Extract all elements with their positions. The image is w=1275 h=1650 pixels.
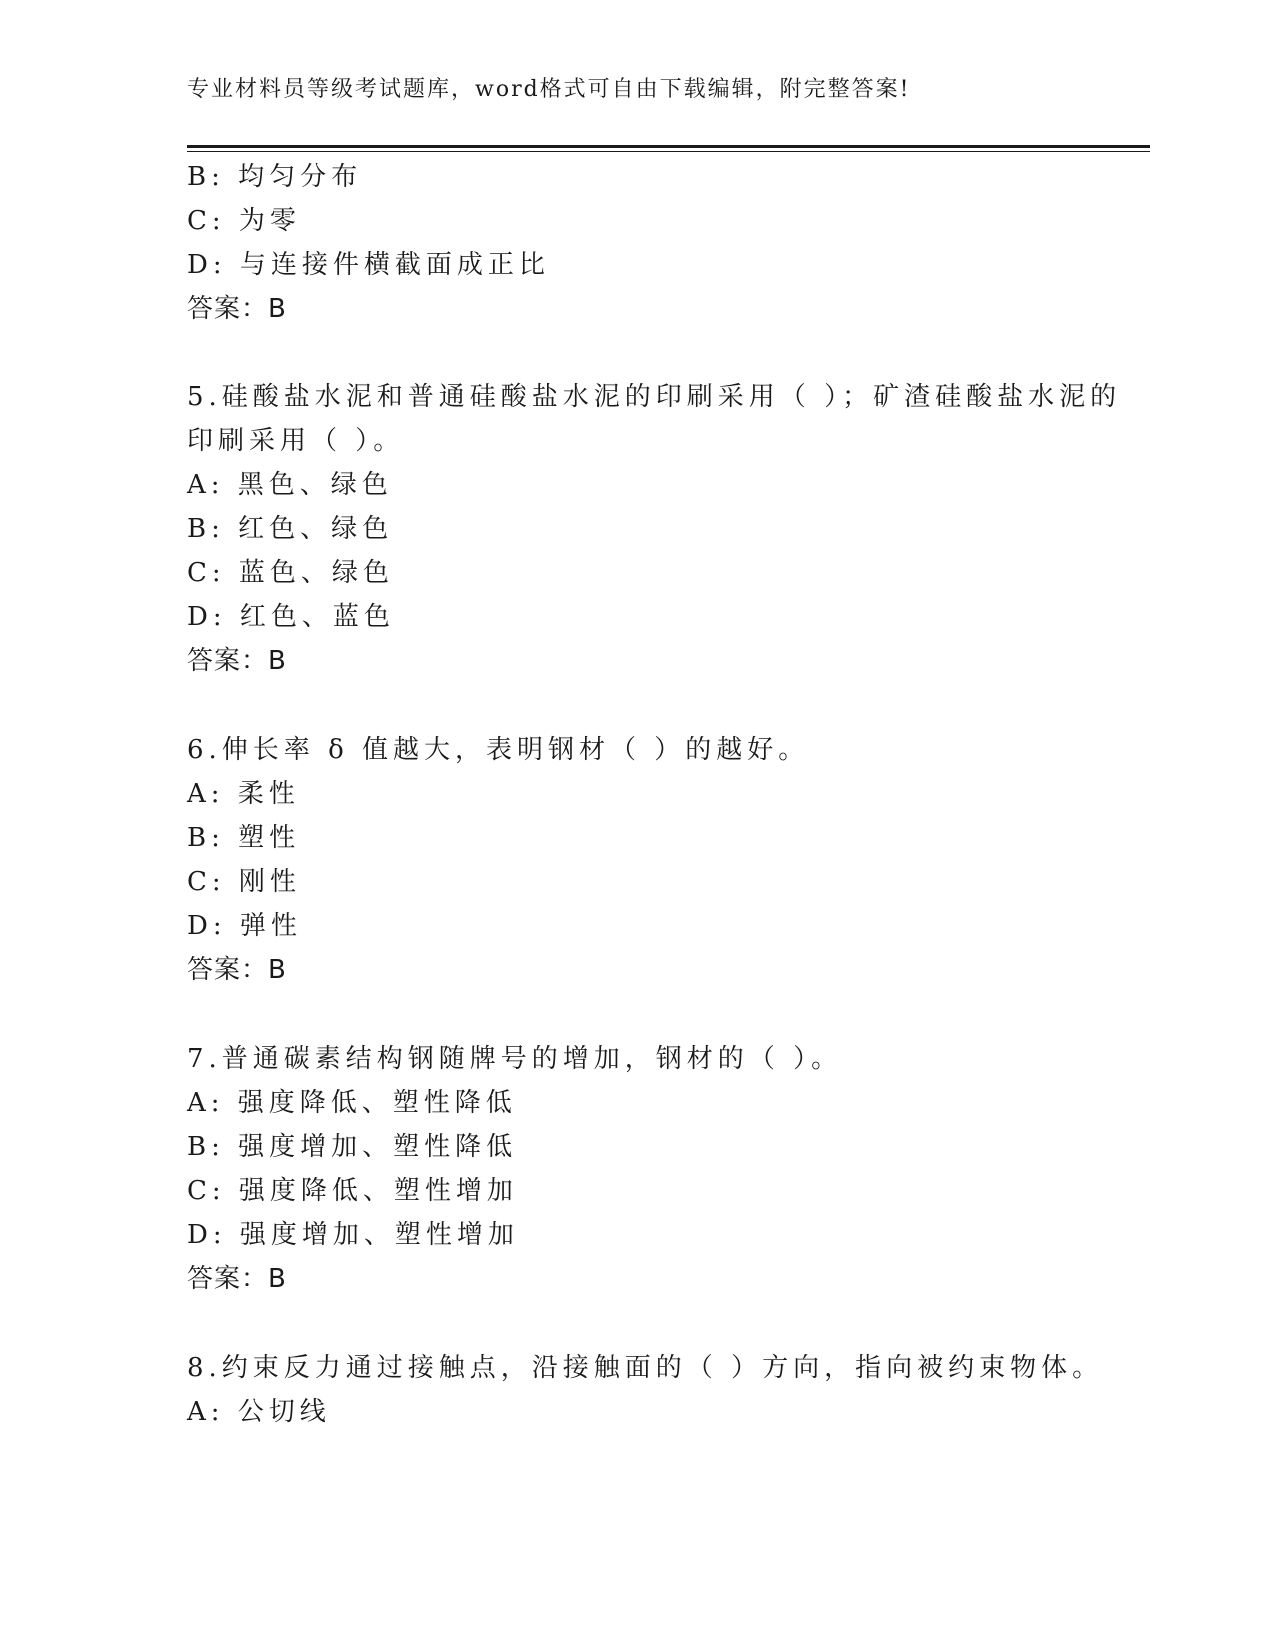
q6-option-d: D: 弹性	[187, 911, 302, 941]
header-divider-thick	[187, 145, 1150, 148]
q5-option-c: C: 蓝色、绿色	[187, 558, 394, 588]
q4-option-c: C: 为零	[187, 206, 301, 236]
q4-option-b: B: 均匀分布	[187, 162, 363, 192]
q7-answer: 答案：B	[187, 1264, 287, 1294]
q5-option-d: D: 红色、蓝色	[187, 602, 395, 632]
q5-answer: 答案：B	[187, 646, 287, 676]
header-divider-thin	[187, 151, 1150, 152]
q8-stem: 8.约束反力通过接触点，沿接触面的（ ）方向，指向被约束物体。	[187, 1353, 1104, 1383]
q6-stem: 6.伸长率 δ 值越大，表明钢材（ ）的越好。	[187, 735, 810, 765]
q6-answer: 答案：B	[187, 955, 287, 985]
q5-stem-line2: 印刷采用（ ）。	[187, 426, 405, 456]
q7-option-a: A: 强度降低、塑性降低	[187, 1088, 517, 1118]
q6-option-b: B: 塑性	[187, 823, 301, 853]
q4-answer: 答案：B	[187, 294, 287, 324]
q4-option-d: D: 与连接件横截面成正比	[187, 250, 550, 280]
page-header: 专业材料员等级考试题库，word格式可自由下载编辑，附完整答案!	[187, 77, 911, 102]
q7-option-d: D: 强度增加、塑性增加	[187, 1220, 519, 1250]
q7-option-c: C: 强度降低、塑性增加	[187, 1176, 518, 1206]
q5-option-b: B: 红色、绿色	[187, 514, 394, 544]
q8-option-a: A: 公切线	[187, 1397, 331, 1427]
q5-stem-line1: 5.硅酸盐水泥和普通硅酸盐水泥的印刷采用（ ）；矿渣硅酸盐水泥的	[187, 382, 1122, 412]
q7-stem: 7.普通碳素结构钢随牌号的增加，钢材的（ ）。	[187, 1044, 843, 1074]
q7-option-b: B: 强度增加、塑性降低	[187, 1132, 518, 1162]
q6-option-c: C: 刚性	[187, 867, 301, 897]
q6-option-a: A: 柔性	[187, 779, 300, 809]
q5-option-a: A: 黑色、绿色	[187, 470, 393, 500]
